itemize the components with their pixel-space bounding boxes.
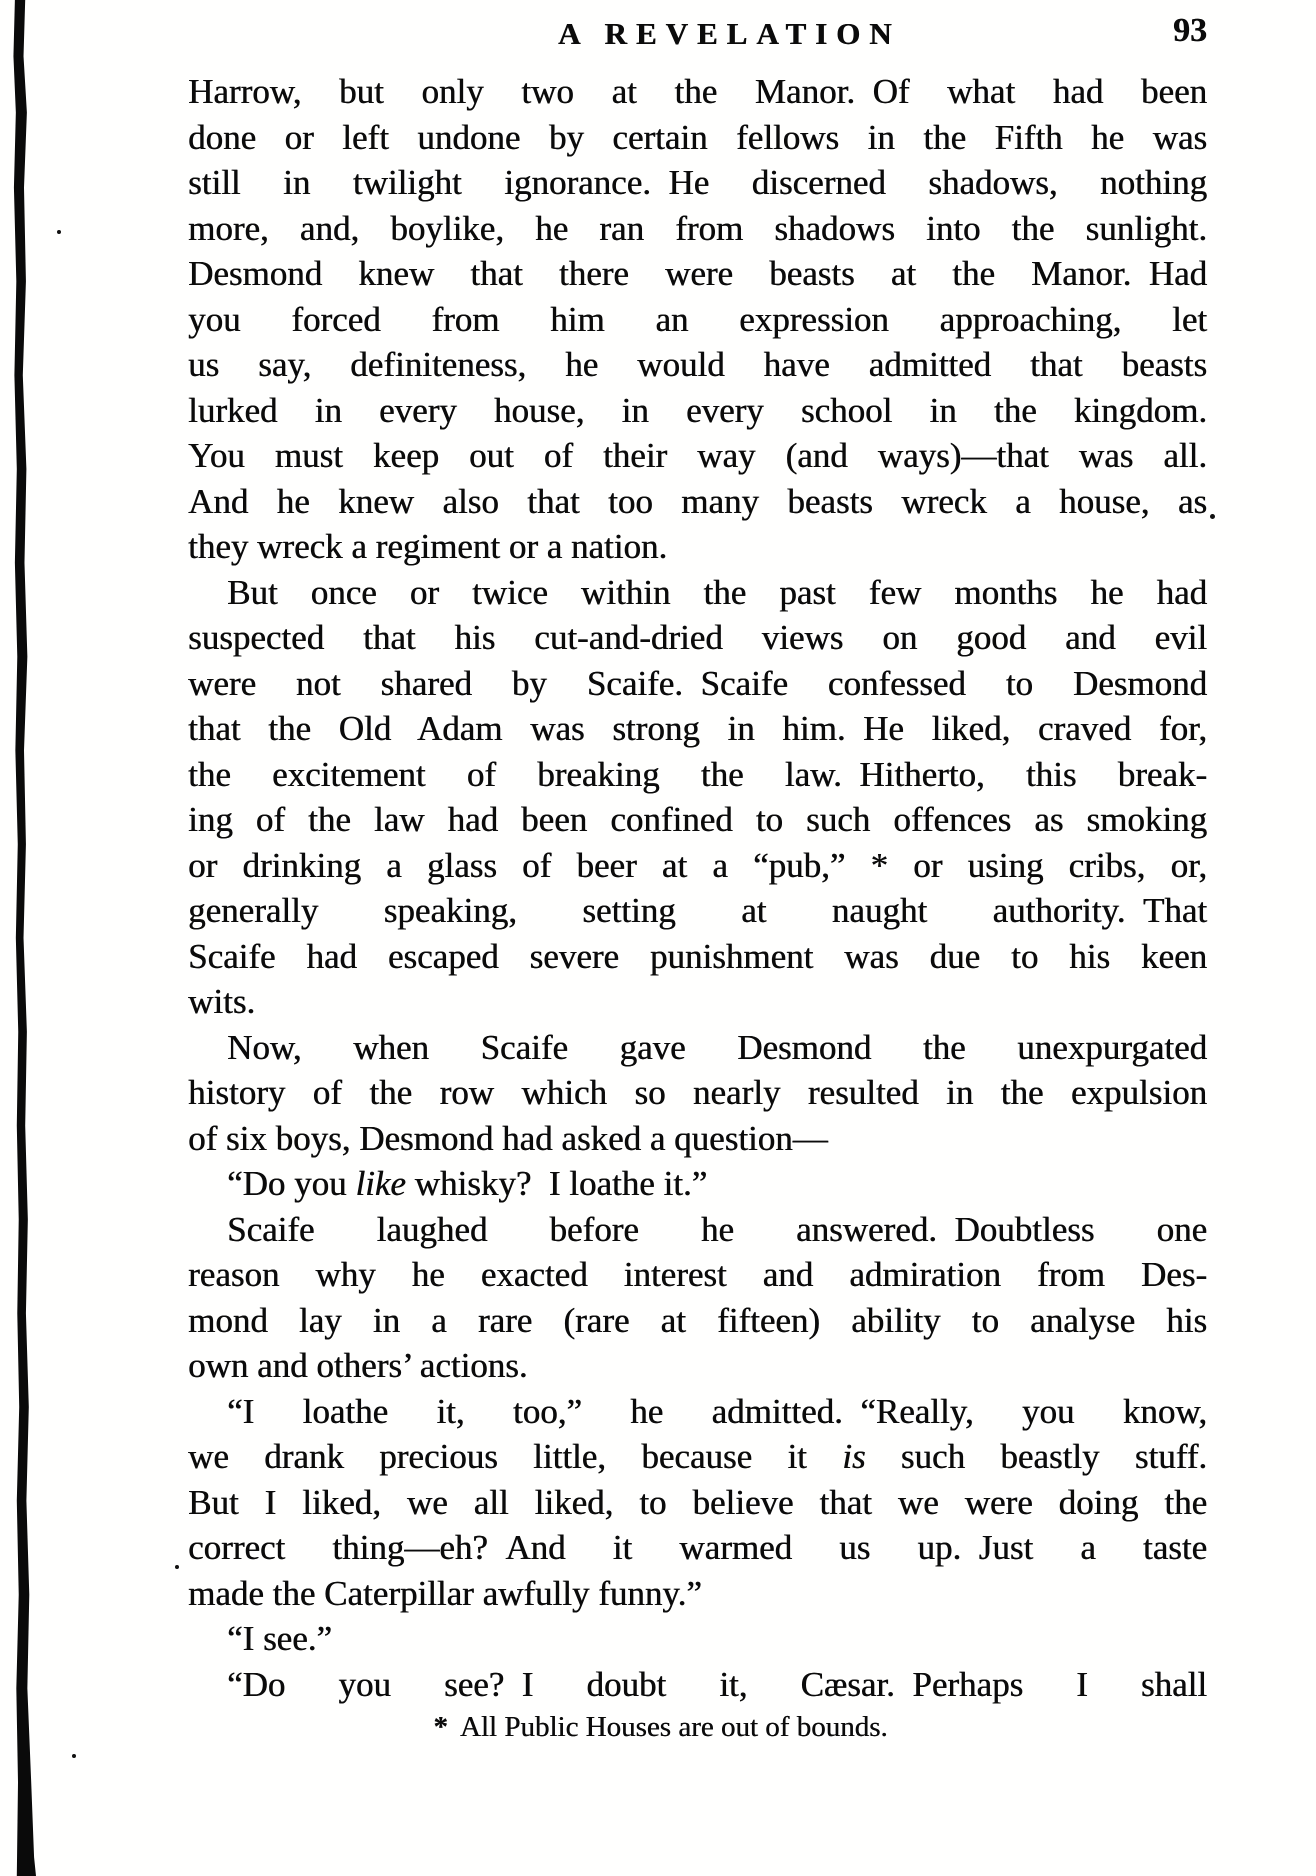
- paragraph: [188, 1662, 1207, 1708]
- text-line: or drinking a glass of beer at a “pub,” * or using cribs, or,: [188, 845, 1207, 885]
- footnote-asterisk: *: [433, 1711, 448, 1743]
- book-binding-edge: [12, 0, 36, 1876]
- text-line: Now, when Scaife gave Desmond the unexpurgated: [227, 1027, 1207, 1067]
- footnote-text: All Public Houses are out of bounds.: [459, 1711, 888, 1743]
- scan-speckle: [57, 230, 61, 234]
- text-line: history of the row which so nearly resulted in the expulsion: [188, 1073, 1207, 1112]
- text-line: more, and, boylike, he ran from shadows into the sunlight.: [188, 208, 1207, 248]
- text-line: done or left undone by certain fellows in the Fifth he was: [188, 117, 1207, 157]
- text-line: Harrow, but only two at the Manor. Of what had been: [188, 72, 1207, 111]
- text-line: “I see.”: [227, 1619, 332, 1658]
- text-line: You must keep out of their way (and ways)—that was all.: [188, 436, 1207, 475]
- paragraph: [188, 1025, 1207, 1162]
- italic-word: like: [355, 1164, 406, 1203]
- text-line: generally speaking, setting at naught authority. That: [188, 891, 1207, 930]
- running-header: A REVELATION: [558, 16, 901, 51]
- paragraph: [188, 69, 1207, 570]
- paragraph: [188, 1207, 1207, 1389]
- dialogue-text: whisky? I loathe it.”: [405, 1164, 708, 1203]
- paragraph: [188, 1161, 1207, 1207]
- dialogue-text: such beastly stuff.: [865, 1437, 1207, 1476]
- paragraph: [188, 570, 1207, 1025]
- text-line: reason why he exacted interest and admiration from Des-: [188, 1255, 1207, 1294]
- dialogue-text: “Do you: [227, 1164, 356, 1203]
- italic-word: is: [842, 1437, 866, 1476]
- text-line: were not shared by Scaife. Scaife confessed to Desmond: [188, 663, 1207, 703]
- scan-speckle: [1210, 514, 1215, 519]
- text-line: us say, definiteness, he would have admitted that beasts: [188, 345, 1207, 384]
- body-text: [188, 69, 1207, 1707]
- text-line: they wreck a regiment or a nation.: [188, 527, 668, 566]
- text-line: that the Old Adam was strong in him. He liked, craved for,: [188, 709, 1207, 748]
- text-line: [188, 1434, 1207, 1480]
- text-line: Scaife had escaped severe punishment was due to his keen: [188, 936, 1207, 976]
- text-line: And he knew also that too many beasts wreck a house, as: [188, 481, 1207, 521]
- text-line: made the Caterpillar awfully funny.”: [188, 1573, 702, 1613]
- text-line: Desmond knew that there were beasts at the Manor. Had: [188, 254, 1207, 293]
- text-line: correct thing—eh? And it warmed us up. Just a taste: [188, 1528, 1207, 1567]
- text-line: the excitement of breaking the law. Hitherto, this break-: [188, 754, 1207, 794]
- text-line: suspected that his cut-and-dried views on good and evil: [188, 618, 1207, 657]
- scan-speckle: [72, 1754, 76, 1758]
- text-line: wits.: [188, 982, 256, 1021]
- text-line: of six boys, Desmond had asked a question—: [188, 1118, 828, 1158]
- footnote: [188, 1708, 1207, 1746]
- paragraph: [188, 1389, 1207, 1617]
- text-line: lurked in every house, in every school in the kingdom.: [188, 390, 1207, 430]
- text-line: “I loathe it, too,” he admitted. “Really, you know,: [227, 1391, 1207, 1431]
- text-line: ing of the law had been confined to such offences as smoking: [188, 800, 1207, 839]
- text-line: mond lay in a rare (rare at fifteen) ability to analyse his: [188, 1300, 1207, 1340]
- paragraph: [188, 1616, 1207, 1662]
- text-line: But I liked, we all liked, to believe that we were doing the: [188, 1482, 1207, 1522]
- text-line: But once or twice within the past few months he had: [227, 572, 1207, 612]
- text-line: [188, 1161, 1207, 1207]
- text-line: still in twilight ignorance. He discerned shadows, nothing: [188, 163, 1207, 202]
- page-number: 93: [1173, 12, 1207, 49]
- dialogue-text: we drank precious little, because it: [188, 1437, 843, 1476]
- text-line: Scaife laughed before he answered. Doubtless one: [227, 1209, 1207, 1249]
- text-line: “Do you see? I doubt it, Cæsar. Perhaps I shall: [227, 1664, 1207, 1704]
- scan-speckle: [175, 1565, 179, 1569]
- text-line: own and others’ actions.: [188, 1346, 528, 1385]
- text-line: you forced from him an expression approaching, let: [188, 299, 1207, 339]
